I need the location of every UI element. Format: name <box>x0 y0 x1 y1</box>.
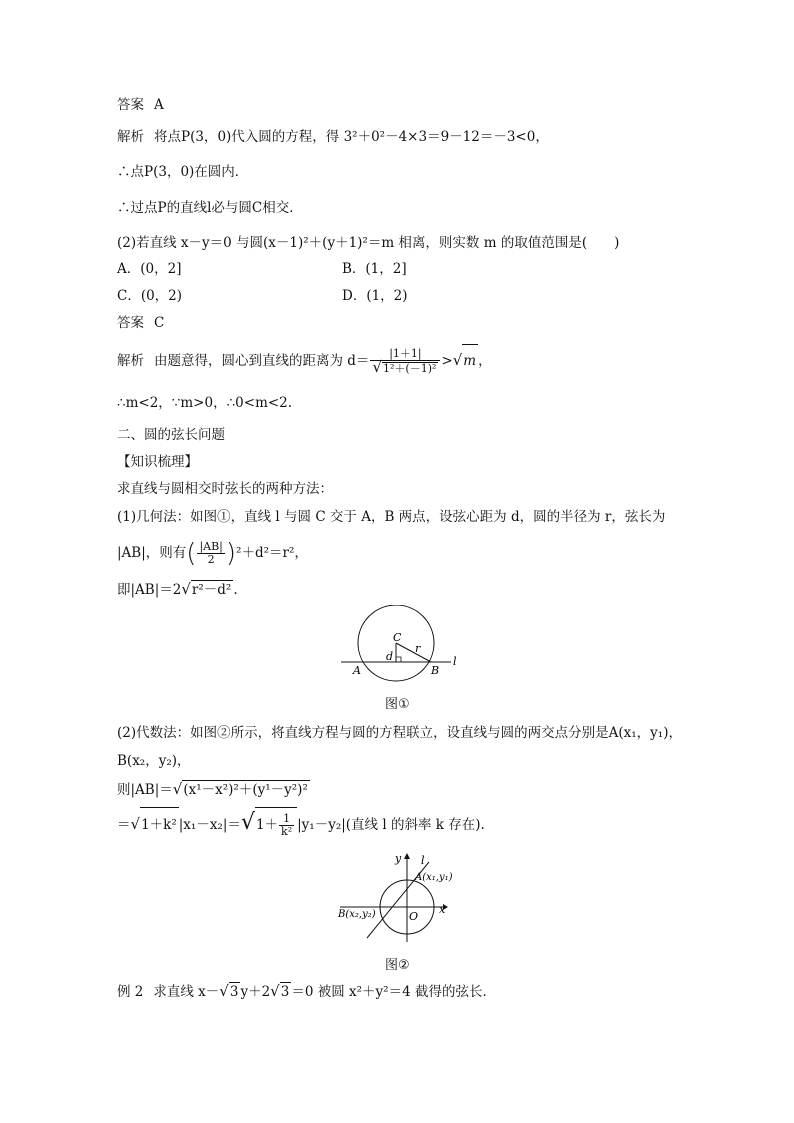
ab-numerator: |AB| <box>199 540 223 553</box>
figure-1-label-r: r <box>415 642 421 655</box>
answer-value: A <box>154 97 164 113</box>
radicand-one-plus-inv-k2 <box>255 807 297 842</box>
y-diff-term: |y₁－y₂|(直线 l 的斜率 k 存在). <box>297 817 485 833</box>
figure-2-label-a: A(x₁,y₁) <box>415 872 453 883</box>
option-d: D．(1，2) <box>342 288 408 304</box>
figure-2-label-x: x <box>439 903 446 916</box>
option-b: B．(1，2] <box>342 261 407 277</box>
analysis-tail: ， <box>478 353 492 369</box>
analysis-line-2: 解析 由题意得，圆心到直线的距离为 d＝ $\frac{|1+1|}{\text{√1²＋(－1)²}}$ >√m ， <box>117 344 492 376</box>
figure-2-label-y: y <box>395 852 402 865</box>
example-2-line: 例 2 求直线 x－√3 y＋2√3 ＝0 被圆 x²＋y²＝4 截得的弦长． <box>117 982 496 1000</box>
answer-value: C <box>154 315 165 331</box>
conclusion-line-2: ∴m<2，∵m>0，∴0<m<2. <box>117 395 293 411</box>
inv-denominator: k² <box>281 825 293 838</box>
answer-label: 答案 <box>117 315 144 331</box>
knowledge-tag: 【知识梳理】 <box>117 454 198 470</box>
example-2-pre: 求直线 x－ <box>153 984 220 1000</box>
method-1-suffix: ²＋d²＝r²， <box>236 545 308 561</box>
example-2-label: 例 2 <box>117 984 144 1000</box>
point-inside-line: ∴点P(3，0)在圆内． <box>117 164 249 180</box>
methods-intro: 求直线与圆相交时弦长的两种方法： <box>117 481 333 497</box>
ab-half-fraction <box>197 541 224 566</box>
method-1-prefix: |AB|，则有 <box>117 545 187 561</box>
one-plus: 1＋ <box>255 817 279 833</box>
ab-formula-prefix: 则|AB|＝ <box>117 782 173 798</box>
ab-denominator: 2 <box>207 553 215 566</box>
fraction-numerator: |1＋1| <box>370 348 440 361</box>
figure-1-label-a: A <box>353 664 361 677</box>
chord-formula-prefix: 即|AB|＝2 <box>117 582 182 598</box>
answer-line-1 <box>117 96 164 114</box>
answer-label: 答案 <box>117 97 144 113</box>
fraction-denominator: √1²＋(－1)² <box>372 358 437 376</box>
analysis-label: 解析 <box>117 353 144 369</box>
distance-fraction <box>370 348 440 375</box>
radicand-one-plus-k2: 1＋k² <box>140 807 179 842</box>
example-2-mid: y＋2 <box>240 984 271 1000</box>
figure-2-label-b: B(x₂,y₂) <box>338 909 376 920</box>
analysis-compare: > <box>441 353 453 369</box>
figure-2-label-l: l <box>421 854 425 867</box>
figure-2-diagram <box>335 850 460 945</box>
eq-sign: ＝ <box>117 817 131 833</box>
figure-2-y-arrow <box>404 853 410 859</box>
option-c: C．(0，2) <box>117 288 183 304</box>
example-2-radicand-1: 3 <box>229 984 239 1000</box>
figure-1-label-c: C <box>393 631 402 644</box>
inv-numerator: 1 <box>279 813 294 826</box>
method-1-line-3: 即|AB|＝2√r²－d² . <box>117 580 238 598</box>
method-2-line-4: ＝√1＋k² |x₁－x₂|＝√1＋ $\frac{1}{\text{k²}}$ |y₁－y₂|(直线 l 的斜率 k 存在). <box>117 806 485 840</box>
figure-1-label-l: l <box>453 655 457 668</box>
figure-1-caption: 图① <box>385 697 410 712</box>
figure-2-caption: 图② <box>385 958 410 973</box>
example-2-post: ＝0 被圆 x²＋y²＝4 截得的弦长． <box>291 984 496 1000</box>
analysis-label: 解析 <box>117 129 144 145</box>
figure-1-label-d: d <box>386 650 394 663</box>
figure-1-label-b: B <box>431 664 440 677</box>
method-2-line-2: B(x₂，y₂)， <box>117 753 191 769</box>
radicand-m: m <box>462 344 478 377</box>
answer-line-2 <box>117 314 164 332</box>
line-intersect-line: ∴过点P的直线l必与圆C相交． <box>117 200 303 216</box>
analysis-prefix: 由题意得，圆心到直线的距离为 d＝ <box>154 353 370 369</box>
figure-1-diagram <box>335 605 465 685</box>
figure-2-label-o: O <box>409 910 419 923</box>
inv-k2-fraction <box>279 813 294 838</box>
chord-radicand: r²－d² <box>191 582 232 598</box>
figure-1-right-angle <box>396 657 401 662</box>
x-diff-term: |x₁－x₂|＝ <box>178 817 241 833</box>
method-2-line-3: 则|AB|＝√(x¹－x²)²＋(y¹－y²)² <box>117 780 308 798</box>
method-2-line-1: (2)代数法：如图②所示，将直线方程与圆的方程联立，设直线与圆的两交点分别是A(x₁，y₁)， <box>117 725 682 741</box>
analysis-line-1 <box>117 128 549 146</box>
method-1-line-1: (1)几何法：如图①，直线 l 与圆 C 交于 A，B 两点，设弦心距为 d，圆的半径为 r，弦长为 <box>117 509 666 525</box>
section-title: 二、圆的弦长问题 <box>117 427 225 443</box>
question-2-stem: (2)若直线 x－y＝0 与圆(x－1)²＋(y＋1)²＝m 相离，则实数 m 的取值范围是( ) <box>117 235 620 251</box>
example-2-radicand-2: 3 <box>280 984 290 1000</box>
analysis-text: 将点P(3，0)代入圆的方程，得 3²＋0²－4×3＝9－12＝－3<0， <box>154 129 549 145</box>
ab-formula-radicand: (x¹－x²)²＋(y¹－y²)² <box>183 782 308 798</box>
chord-formula-suffix: . <box>233 582 238 598</box>
method-1-line-2: |AB|，则有( $\frac{|AB|}{2}$ )²＋d²＝r²， <box>117 538 308 569</box>
option-a: A．(0，2] <box>117 261 182 277</box>
